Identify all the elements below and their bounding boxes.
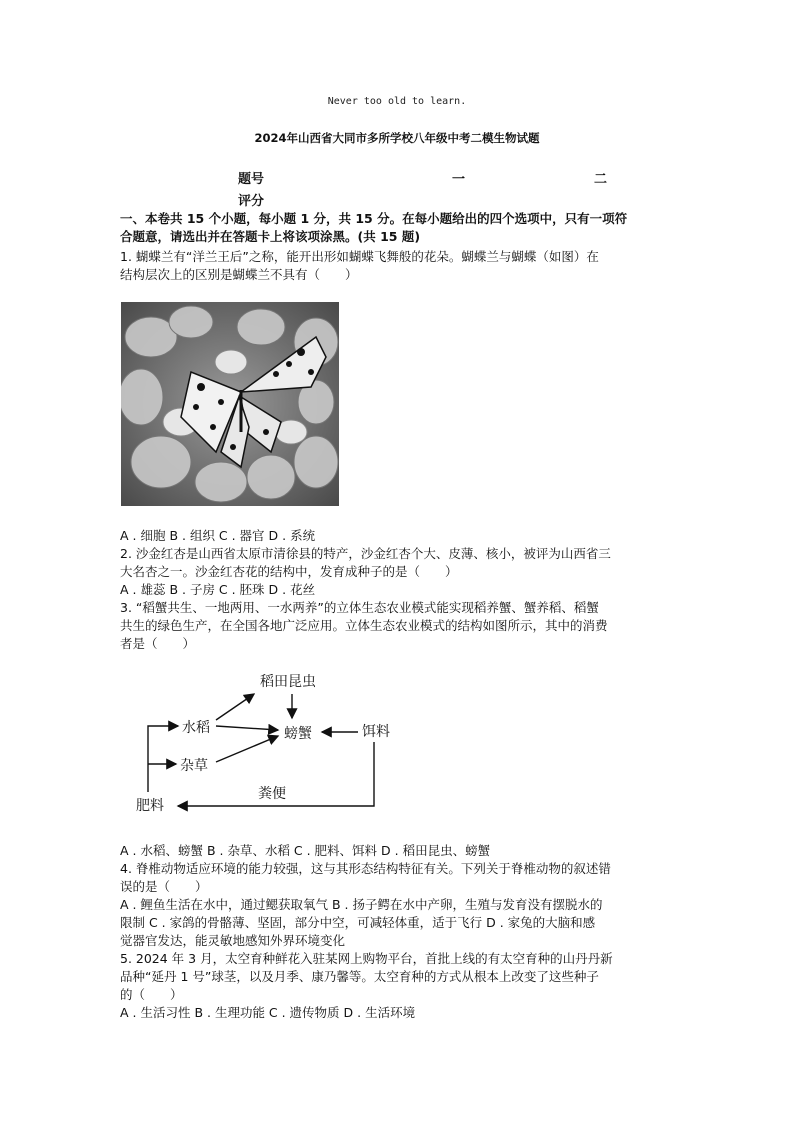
q2-options: A . 雄蕊 B . 子房 C . 胚珠 D . 花丝 — [120, 582, 316, 597]
score-row-label: 评分 — [238, 194, 265, 209]
q5-stem-line1: 5. 2024 年 3 月，太空育种鲜花入驻某网上购物平台，首批上线的有太空育种的山丹丹新 — [120, 951, 613, 966]
score-col-2: 二 — [594, 172, 608, 187]
q1-stem-line2: 结构层次上的区别是蝴蝶兰不具有（ ） — [120, 267, 358, 282]
q3-stem-line3: 者是（ ） — [120, 636, 196, 651]
node-weeds: 杂草 — [180, 758, 208, 774]
q1-options: A . 细胞 B . 组织 C . 器官 D . 系统 — [120, 528, 316, 543]
score-col-label: 题号 — [238, 172, 265, 187]
q4-stem-line1: 4. 脊椎动物适应环境的能力较强，这与其形态结构特征有关。下列关于脊椎动物的叙述错 — [120, 861, 611, 876]
score-col-1: 一 — [452, 172, 466, 187]
q4-options-line1: A . 鲤鱼生活在水中，通过鳃获取氧气 B . 扬子鳄在水中产卵，生殖与发育没有摆脱水的 — [120, 897, 603, 912]
node-rice: 水稻 — [182, 720, 210, 736]
q4-stem-line2: 误的是（ ） — [120, 879, 208, 894]
q5-options: A . 生活习性 B . 生理功能 C . 遗传物质 D . 生活环境 — [120, 1005, 416, 1020]
butterfly-orchid-photo — [121, 302, 339, 506]
q2-stem-line1: 2. 沙金红杏是山西省太原市清徐县的特产，沙金红杏个大、皮薄、核小，被评为山西省三 — [120, 546, 611, 561]
q1-stem-line1: 1. 蝴蝶兰有“洋兰王后”之称，能开出形如蝴蝶飞舞般的花朵。蝴蝶兰与蝴蝶（如图）在 — [120, 249, 599, 264]
node-feed: 饵料 — [362, 724, 390, 740]
q5-stem-line2: 品种“延丹 1 号”球茎，以及月季、康乃馨等。太空育种的方式从根本上改变了这些种子 — [120, 969, 599, 984]
q2-stem-line2: 大名杏之一。沙金红杏花的结构中，发育成种子的是（ ） — [120, 564, 458, 579]
q3-stem-line2: 共生的绿色生产，在全国各地广泛应用。立体生态农业模式的结构如图所示，其中的消费 — [120, 618, 608, 633]
node-manure: 粪便 — [258, 786, 286, 802]
node-fertilizer: 肥料 — [136, 798, 164, 814]
q5-stem-line3: 的（ ） — [120, 987, 183, 1002]
q4-options-line2: 限制 C . 家鸽的骨骼薄、坚固，部分中空，可减轻体重，适于飞行 D . 家兔的大脑和感 — [120, 915, 596, 930]
q3-options: A . 水稻、螃蟹 B . 杂草、水稻 C . 肥料、饵料 D . 稻田昆虫、螃蟹 — [120, 843, 491, 858]
section-heading-line1: 一、本卷共 15 个小题，每小题 1 分，共 15 分。在每小题给出的四个选项中，只有一项符 — [120, 211, 628, 226]
node-crab: 螃蟹 — [284, 726, 312, 742]
q4-options-line3: 觉器官发达，能灵敏地感知外界环境变化 — [120, 933, 346, 948]
node-insects: 稻田昆虫 — [260, 674, 316, 690]
eco-farming-diagram — [120, 668, 410, 818]
page-title: 2024年山西省大同市多所学校八年级中考二模生物试题 — [254, 131, 540, 145]
q3-stem-line1: 3. “稻蟹共生、一地两用、一水两养”的立体生态农业模式能实现稻养蟹、蟹养稻、稻蟹 — [120, 600, 599, 615]
motto: Never too old to learn. — [327, 96, 467, 107]
section-heading-line2: 合题意，请选出并在答题卡上将该项涂黑。(共 15 题) — [120, 229, 421, 244]
